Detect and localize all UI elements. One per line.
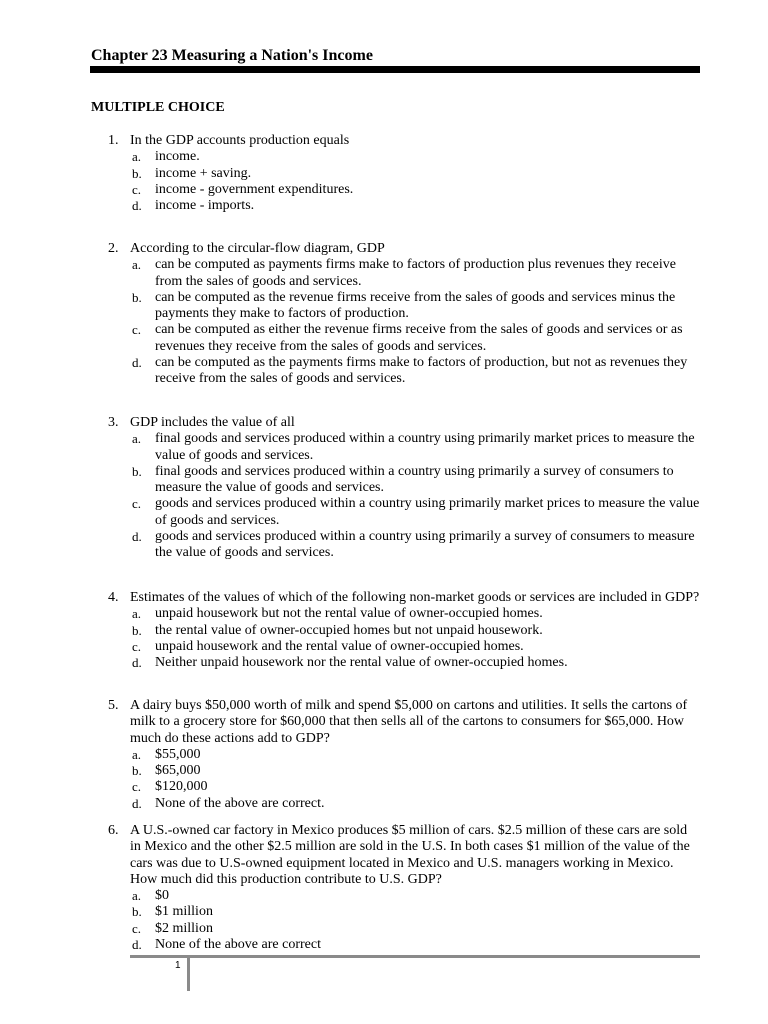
question-text: A dairy buys $50,000 worth of milk and spend $5,000 on cartons and utilities. It sells the cartons of milk to a grocery store for $60,000 that then sells all of the cartons to consumers for $65,000. How much do these actions add to GDP? <box>130 698 688 746</box>
question-2 <box>0 241 768 388</box>
question-number: 2. <box>108 241 119 256</box>
option-letter: b. <box>132 289 142 305</box>
page-number: 1 <box>175 960 181 971</box>
option-letter: d. <box>132 795 142 811</box>
option-text: unpaid housework but not the rental value of owner-occupied homes. <box>155 606 543 622</box>
option-text: final goods and services produced within a country using primarily market prices to measure the value of goods and services. <box>155 431 695 463</box>
question-stem <box>0 241 700 257</box>
option-letter: b. <box>132 763 142 779</box>
option-text: income - imports. <box>155 198 255 214</box>
option-text: unpaid housework and the rental value of owner-occupied homes. <box>155 638 524 654</box>
question-stem <box>0 823 700 888</box>
option-text: final goods and services produced within a country using primarily a survey of consumers to measure the value of goods and services. <box>155 463 674 496</box>
option-text: can be computed as the payments firms make to factors of production, but not as revenues they receive from the sales of goods and services. <box>155 355 688 387</box>
answer-option <box>0 149 700 165</box>
option-letter: a. <box>132 149 142 165</box>
option-letter: c. <box>132 638 142 654</box>
option-text: Neither unpaid housework nor the rental value of owner-occupied homes. <box>155 655 568 671</box>
question-text: According to the circular-flow diagram, GDP <box>130 241 385 256</box>
option-letter: a. <box>132 746 142 762</box>
answer-option <box>0 355 700 388</box>
question-number: 5. <box>108 698 119 713</box>
answer-option <box>0 290 700 323</box>
footer-rule <box>130 955 700 958</box>
answer-option <box>0 796 700 812</box>
option-letter: c. <box>132 920 142 936</box>
option-letter: a. <box>132 606 142 622</box>
option-text: None of the above are correct <box>155 937 321 953</box>
question-stem <box>0 133 700 149</box>
footer-divider <box>187 955 190 991</box>
option-letter: b. <box>132 165 142 181</box>
answer-option <box>0 639 700 655</box>
option-text: None of the above are correct. <box>155 795 325 811</box>
question-number: 4. <box>108 590 119 605</box>
answer-option <box>0 464 700 497</box>
answer-option <box>0 763 700 779</box>
option-text: $0 <box>155 888 169 904</box>
option-letter: c. <box>132 496 142 512</box>
answer-option <box>0 529 700 562</box>
answer-option <box>0 904 700 920</box>
option-text: $65,000 <box>155 763 201 779</box>
answer-option <box>0 322 700 355</box>
question-4 <box>0 590 768 671</box>
question-number: 1. <box>108 133 119 148</box>
answer-option <box>0 921 700 937</box>
answer-option <box>0 257 700 290</box>
question-5 <box>0 698 768 812</box>
option-letter: a. <box>132 431 142 447</box>
option-letter: d. <box>132 937 142 953</box>
answer-option <box>0 182 700 198</box>
option-letter: c. <box>132 322 142 338</box>
option-letter: b. <box>132 904 142 920</box>
option-letter: a. <box>132 888 142 904</box>
question-stem <box>0 415 700 431</box>
question-text: A U.S.-owned car factory in Mexico produces $5 million of cars. $2.5 million of these cars are sold in Mexico and the other $2.5 million are sold in the U.S. In both cases $1 million of the value of the cars was due to U.S-owned equipment located in Mexico and U.S. managers working in Mexico. How much did this production contribute to U.S. GDP? <box>130 823 690 887</box>
chapter-title: Chapter 23 Measuring a Nation's Income <box>91 47 373 64</box>
answer-option <box>0 747 700 763</box>
question-text: In the GDP accounts production equals <box>130 133 350 148</box>
option-text: $55,000 <box>155 746 201 762</box>
question-number: 6. <box>108 823 119 838</box>
option-text: goods and services produced within a country using primarily market prices to measure the value of goods and services. <box>155 496 700 528</box>
answer-option <box>0 198 700 214</box>
option-text: can be computed as payments firms make to factors of production plus revenues they receive from the sales of goods and services. <box>155 257 676 289</box>
answer-option <box>0 166 700 182</box>
option-letter: a. <box>132 257 142 273</box>
option-text: $120,000 <box>155 779 208 795</box>
question-stem <box>0 698 700 747</box>
answer-option <box>0 888 700 904</box>
option-text: $1 million <box>155 904 213 920</box>
answer-option <box>0 431 700 464</box>
option-letter: d. <box>132 655 142 671</box>
option-letter: c. <box>132 181 142 197</box>
option-text: income + saving. <box>155 165 252 181</box>
option-text: goods and services produced within a country using primarily a survey of consumers to measure the value of goods and services. <box>155 529 695 561</box>
option-letter: d. <box>132 529 142 545</box>
option-text: income. <box>155 149 200 165</box>
option-letter: c. <box>132 779 142 795</box>
question-text: Estimates of the values of which of the following non-market goods or services are included in GDP? <box>130 590 700 605</box>
option-letter: b. <box>132 622 142 638</box>
question-1 <box>0 133 768 214</box>
question-text: GDP includes the value of all <box>130 415 295 430</box>
question-number: 3. <box>108 415 119 430</box>
title-rule <box>90 66 700 73</box>
option-letter: d. <box>132 198 142 214</box>
option-text: the rental value of owner-occupied homes but not unpaid housework. <box>155 622 543 638</box>
option-letter: d. <box>132 355 142 371</box>
option-text: $2 million <box>155 920 213 936</box>
question-3 <box>0 415 768 562</box>
answer-option <box>0 606 700 622</box>
answer-option <box>0 623 700 639</box>
answer-option <box>0 937 700 953</box>
option-text: income - government expenditures. <box>155 181 354 197</box>
answer-option <box>0 496 700 529</box>
option-text: can be computed as either the revenue firms receive from the sales of goods and services or as revenues they receive from the sales of goods and services. <box>155 322 683 354</box>
option-text: can be computed as the revenue firms receive from the sales of goods and services minus the payments they make to factors of production. <box>155 289 676 322</box>
section-heading: MULTIPLE CHOICE <box>91 100 225 115</box>
question-stem <box>0 590 700 606</box>
answer-option <box>0 779 700 795</box>
answer-option <box>0 655 700 671</box>
option-letter: b. <box>132 463 142 479</box>
question-6 <box>0 823 768 953</box>
